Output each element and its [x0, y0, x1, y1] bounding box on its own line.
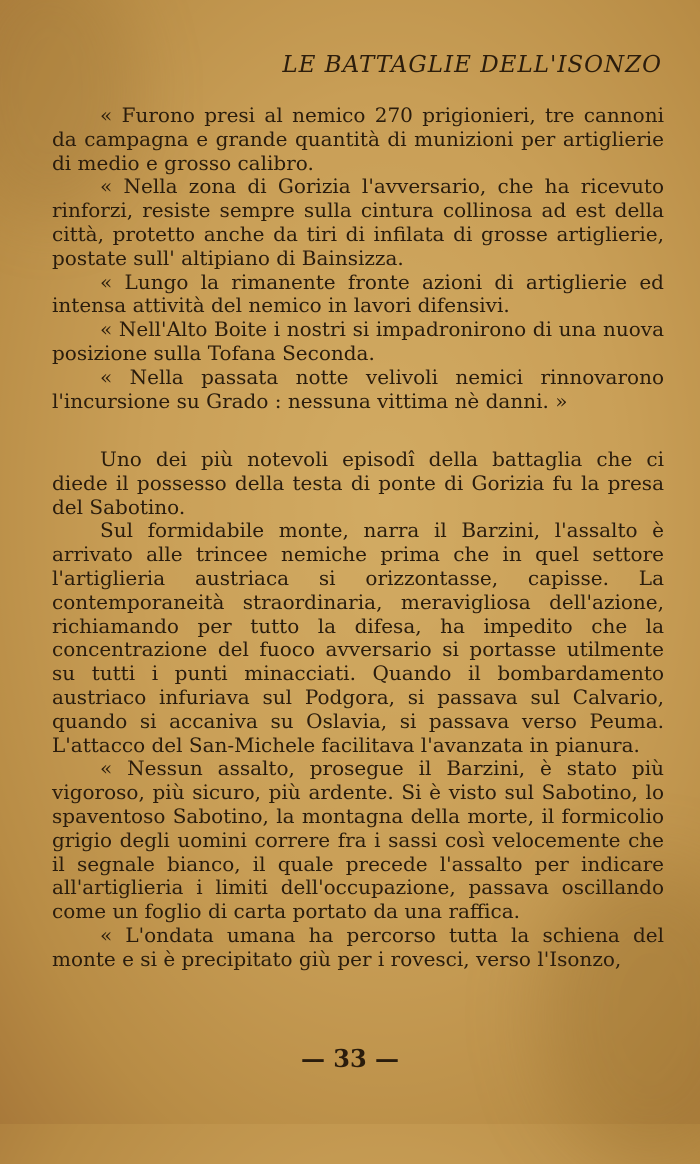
paragraph: « Nessun assalto, prosegue il Barzini, è stato più vigoroso, più sicuro, più ardente. Si è visto sul Sabotino, lo spaventoso Sabotino, la montagna della morte, il formicolio grigio degli uomini correre fra i sassi così velocemente che il segnale bianco, il quale precede l'assalto per indicare all'artiglieria i limiti dell'occupazione, passava oscillando come un foglio di carta portato da una raffica.: [52, 756, 664, 924]
running-head: LE BATTAGLIE DELL'ISONZO: [282, 52, 662, 78]
text-block-narrative: [52, 448, 664, 972]
paragraph: « L'ondata umana ha percorso tutta la schiena del monte e si è precipitato giù per i rovesci, verso l'Isonzo,: [52, 922, 664, 971]
paragraph: Sul formidabile monte, narra il Barzini, l'assalto è arrivato alle trincee nemiche prima che in quel settore l'artiglieria austriaca si orizzontasse, capisse. La contemporaneità straordinaria, meravigliosa dell'azione, richiamando per tutto la difesa, ha impedito che la concentrazione del fuoco avversario si portasse utilmente su tutti i punti minacciati. Quando il bombardamento austriaco infuriava sul Podgora, si passava sul Calvario, quando si accaniva su Oslavia, si passava verso Peuma. L'attacco del San-Michele facilitava l'avanzata in pianura.: [52, 518, 664, 757]
paragraph: « Lungo la rimanente fronte azioni di artiglierie ed intensa attività del nemico in lavori difensivi.: [52, 269, 664, 318]
page-number: — 33 —: [300, 1044, 400, 1073]
paragraph: « Nella zona di Gorizia l'avversario, che ha ricevuto rinforzi, resiste sempre sulla cintura collinosa ad est della città, protetto anche da tiri di infilata di grosse artiglierie, postate sull' altipiano di Bainsizza.: [52, 174, 664, 270]
paragraph: Uno dei più notevoli episodî della battaglia che ci diede il possesso della testa di ponte di Gorizia fu la presa del Sabotino.: [52, 447, 664, 519]
paragraph: « Nell'Alto Boite i nostri si impadronirono di una nuova posizione sulla Tofana Seconda.: [52, 317, 664, 365]
paragraph: « Nella passata notte velivoli nemici rinnovarono l'incursione su Grado : nessuna vittima nè danni. »: [52, 364, 664, 413]
paragraph: « Furono presi al nemico 270 prigionieri, tre cannoni da campagna e grande quantità di munizioni per artiglierie di medio e grosso calibro.: [52, 103, 664, 175]
text-block-bulletin: [52, 104, 664, 413]
